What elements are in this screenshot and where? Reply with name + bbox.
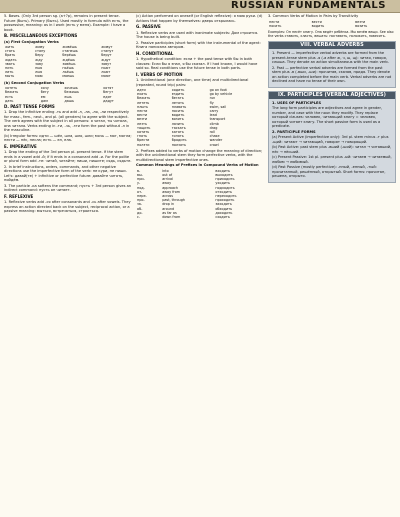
table-cell: ездить (171, 92, 185, 97)
table-cell: входить (215, 168, 230, 173)
table-cell: носить (269, 23, 282, 28)
table-cell: об- (137, 206, 143, 211)
transitivity-row (268, 24, 396, 28)
table-cell: про- (137, 198, 145, 203)
table-cell: пью (35, 66, 43, 71)
conjugation-row (4, 99, 132, 103)
table-cell: стану (35, 49, 46, 54)
table-cell: дадут (103, 98, 114, 103)
table-cell: беру (35, 53, 44, 58)
table-cell: носить (171, 109, 185, 114)
table-cell: across (162, 194, 174, 199)
participles-paragraph-5: (d) Past Passive (mostly perfective): -нный, -енный, -тый: прочитанный, решённый, открытый. Short forms: прочитан, решена, открыто. (272, 165, 386, 179)
table-cell: есть (5, 94, 13, 99)
section-heading: B. MISCELLANEOUS EXCEPTIONS (4, 33, 78, 38)
table-cell: хочу (40, 86, 49, 91)
table-cell: climb (209, 121, 219, 126)
motion-paragraph: 1. Unidirectional (one direction, one time) and multidirectional (repeated, round trip) pairs: (136, 78, 249, 87)
table-cell: away from (162, 189, 181, 194)
prefix-table (136, 169, 264, 219)
table-cell: drag (209, 125, 218, 130)
section-heading-imperative: E. IMPERATIVE (4, 143, 37, 149)
table-cell: до- (137, 210, 143, 215)
table-cell: летать (171, 100, 184, 105)
table-cell: везти (355, 19, 366, 24)
table-cell: катать (171, 130, 184, 135)
table-cell: вы- (137, 173, 143, 178)
table-cell: под- (137, 185, 145, 190)
subheading: (b) Second Conjugation Verbs (4, 80, 65, 85)
table-cell: возить (355, 23, 368, 28)
passive-paragraph: 1. Reflexive verbs are used with inanimate subjects: Дом строится. The house is being built. (136, 30, 259, 39)
table-cell: плыть (137, 104, 149, 109)
imperative-paragraph-2: 2. In brief instructions, orders, commands, and other negative directions use the imperfective form of the verb: не кури, не пиши. Let's: давай(те) + infinitive or perfective future: давайте читать, пойдём. (4, 164, 127, 183)
table-cell: бежишь (64, 90, 79, 95)
table-cell: звать (5, 61, 15, 66)
table-cell: ехать (137, 92, 148, 97)
conjugation-table-second (4, 86, 132, 103)
adverbs-paragraph: 1. Present — imperfective verbal adverbs are formed from the present-tense stem plus -я (-а after ж, ч, ш, щ): читая, говоря, слыша. They denote an action simultaneous with the main verb. (272, 51, 389, 65)
reflexive-paragraph: 1. Reflexive verbs add -ся after consonants and -сь after vowels. They express an action directed back on the subject, reciprocal action, or a passive meaning: мыться, встречаться, строиться. (4, 200, 131, 214)
table-cell: возить (171, 117, 184, 122)
column-middle (136, 14, 264, 513)
section-heading-passive: G. PASSIVE (136, 24, 161, 29)
table-cell: бежать (5, 90, 19, 95)
imperative-paragraph: 1. Drop the ending of the 3rd person pl. present tense. If the stem ends in a vowel add -й; if it ends in a consonant add -и. For the polite or plural form add -те: читай, читайте; пиши, пишите; сядь, сядьте. (4, 150, 132, 164)
table-cell: нести (269, 19, 280, 24)
participles-subheading: 1. USES OF PARTICIPLES (272, 100, 322, 105)
table-cell: водить (311, 23, 325, 28)
table-cell: ходить (171, 88, 185, 92)
prefix-heading: Common Meanings of Prefixes in Compound Verbs of Motion (136, 163, 259, 168)
passive-paragraph-2: 2. Passive participles (short form) with the instrumental of the agent: Книга написана автором. (136, 40, 261, 49)
table-cell: заходить (215, 202, 232, 207)
table-cell: пьют (101, 66, 111, 71)
table-cell: при- (137, 177, 145, 182)
motion-paragraph-2: 2. Prefixes added to verbs of motion change the meaning of direction; with the unidirectional stem they form perfective verbs, with the multidirectional stem imperfective ones. (136, 148, 263, 162)
transitivity-table (268, 20, 396, 28)
table-cell: run (209, 96, 216, 101)
table-cell: моют (101, 74, 111, 79)
past-paragraph-2: (b) Irregular forms: идти — шёл, шла, шло, шли; мочь — мог, могла; нести — нёс, несла; есть — ел, ела. (4, 133, 132, 143)
table-cell: бегу (40, 90, 49, 95)
table-cell: бежать (137, 96, 151, 101)
table-cell: отходить (215, 189, 233, 194)
table-cell: chase (209, 134, 220, 139)
section-heading-past: D. PAST TENSE FORMS (4, 103, 55, 109)
table-cell: бегут (103, 90, 114, 95)
table-cell: дашь (64, 98, 74, 103)
table-cell: arrival (162, 177, 173, 182)
intro-paragraph: 5. Bases. (Only 3rd person sg. (a+?p), remains in present tense. Future (быть). Primary (быть). Used mostly in formula with есть, the possessive, meaning: as in I work (есть у меня). Example: I have a book. (4, 14, 129, 32)
table-cell: станут (101, 49, 114, 54)
adverbs-paragraph-2: 2. Past — perfective verbal adverbs are formed from the past stem plus -в (-вши, -ши): прочитав, сказав, придя. They denote an action completed before the main verb. Verbal adverbs are not declined and have no tense of their own. (272, 65, 392, 84)
subheading: (a) First Conjugation Verbs (4, 39, 59, 44)
intro-paragraph: 3. Common Verbs of Motion in Pairs by Transitivity (268, 14, 359, 18)
table-cell: выходить (215, 173, 233, 178)
section-heading-reflexive: F. REFLEXIVE (4, 193, 34, 199)
header-banner (0, 0, 400, 13)
table-cell: as far as (162, 210, 177, 215)
table-cell: гонять (171, 134, 184, 139)
table-cell: around (162, 206, 175, 211)
past-paragraph: 1. Drop the infinitive ending -ть and add -л, -ла, -ло, -ли respectively for masc., fem., neut., and pl. (all genders) to agree with the subject. The verb agrees with the subject in all persons: я читал, ты читала, она читала. Verbs ending in -ти, -чь, -зти form the past without -л in the masculine. (4, 110, 130, 133)
table-cell: бродить (171, 138, 187, 143)
table-cell: идти (137, 88, 146, 92)
participles-paragraph-3: (b) Past Active: past stem plus -вший (-ший): читал → читавший, нёс → нёсший. (272, 145, 392, 154)
table-cell: катить (137, 130, 150, 135)
table-cell: approach (162, 185, 179, 190)
table-cell: ползать (171, 142, 187, 147)
table-cell: зовёшь (62, 61, 76, 66)
conjugation-table-first (4, 45, 132, 79)
table-cell: ешь (64, 94, 72, 99)
table-cell: приходить (215, 177, 235, 182)
table-cell: drop in (162, 202, 175, 207)
table-cell: обходить (215, 206, 233, 211)
table-cell: везти (137, 117, 148, 122)
table-cell: сходить (215, 215, 230, 220)
table-cell: ждать (5, 57, 17, 62)
table-cell: уходить (215, 181, 230, 186)
table-cell: водить (171, 113, 185, 118)
table-cell: тащить (137, 125, 151, 130)
table-cell: жить (5, 45, 15, 49)
table-cell: ждёшь (62, 57, 75, 62)
table-cell: берёшь (62, 53, 76, 58)
table-cell: roll (209, 130, 215, 135)
table-cell: хочешь (64, 86, 78, 91)
table-cell: брести (137, 138, 150, 143)
participles-box (268, 91, 396, 183)
section-heading-motion: I. VERBS OF MOTION (136, 71, 183, 77)
table-cell: дам (40, 98, 48, 103)
table-cell: away (162, 181, 172, 186)
table-cell: ждут (101, 57, 111, 62)
table-cell: плавать (171, 104, 187, 109)
intro-paragraph: (c) Action performed on oneself (or English reflexive): я мою руки. (d) Actions that happen by themselves: дверь открылась. (136, 14, 263, 23)
table-cell: ползти (137, 142, 150, 147)
table-cell: go by vehicle (209, 92, 233, 97)
verbal-adverbs-title: VIII. VERBAL ADVERBS (269, 42, 395, 49)
table-cell: wander (209, 138, 223, 143)
table-cell: out of (162, 173, 173, 178)
table-cell: fly (209, 100, 214, 105)
table-cell: брать (5, 53, 16, 58)
prefix-row (136, 215, 264, 219)
transitivity-note: Examples: Он несёт книгу. Она ведёт ребёнка. Мы везём вещи. See also the verbs ставить, класть, вешать: поставить, положить, повесить. (268, 29, 394, 39)
table-cell: carry (209, 109, 219, 114)
conditional-paragraph: 1. Hypothetical condition: если + the past tense with бы in both clauses: Если бы я знал, я бы сказал. If I had known, I would have said so. Real conditions use the future tense in both parts. (136, 57, 258, 70)
table-cell: станешь (62, 49, 78, 54)
conjugation-row (4, 74, 132, 78)
imperative-paragraph-3: 3. The particle -ка softens the command; пусть + 3rd person gives an indirect command: пусть он читает. (4, 183, 132, 193)
table-cell: льют (101, 70, 111, 75)
table-cell: проходить (215, 198, 235, 203)
participles-paragraph-2: (a) Present Active (imperfective only): 3rd pl. stem minus -т plus -щий: читают → читающий, говорят → говорящий. (272, 135, 389, 144)
participles-subheading-2: 2. PARTICIPLE FORMS (272, 129, 316, 134)
table-cell: лететь (137, 100, 150, 105)
table-cell: пьёшь (62, 66, 74, 71)
table-cell: таскать (171, 125, 186, 130)
table-cell: лазить (171, 121, 184, 126)
table-cell: жду (35, 57, 43, 62)
table-cell: гнать (137, 134, 148, 139)
table-cell: от- (137, 189, 143, 194)
participles-paragraph: The long form participles are adjectives and agree in gender, number, and case with the noun they modify. They replace который clauses: человек, читающий книгу = человек, который читает книгу. The short passive form is used as a predicate. (272, 106, 383, 129)
table-cell: переходить (215, 194, 237, 199)
table-cell: пить (5, 66, 14, 71)
table-cell: за- (137, 202, 143, 207)
table-cell: лью (35, 70, 43, 75)
table-cell: мыть (5, 74, 15, 79)
table-cell: lead (209, 113, 217, 118)
table-cell: transport (209, 117, 226, 122)
participles-title: IX. PARTICIPLES (VERBAL ADJECTIVES) (269, 92, 395, 99)
table-cell: мою (35, 74, 43, 79)
table-cell: вести (311, 19, 322, 24)
table-cell: ем (40, 94, 46, 99)
table-cell: past, through (162, 198, 186, 203)
table-cell: живут (101, 45, 113, 49)
table-cell: вести (137, 113, 148, 118)
table-cell: дать (5, 98, 14, 103)
table-cell: живу (35, 45, 45, 49)
table-cell: моешь (62, 74, 75, 79)
motion-verbs-table (136, 88, 264, 147)
table-cell: swim, sail (209, 104, 227, 109)
motion-verb-row (136, 143, 264, 147)
table-cell: crawl (209, 142, 219, 147)
table-cell: go on foot (209, 88, 227, 92)
participles-paragraph-4: (c) Present Passive: 1st pl. present plus -ый: читаем → читаемый, любим → любимый. (272, 155, 392, 164)
table-cell: лезть (137, 121, 148, 126)
table-cell: хотят (103, 86, 114, 91)
table-cell: зовут (101, 61, 112, 66)
table-cell: нести (137, 109, 148, 114)
table-cell: подходить (215, 185, 235, 190)
table-cell: down from (162, 215, 181, 220)
table-cell: едят (103, 94, 112, 99)
table-cell: берут (101, 53, 112, 58)
table-cell: с- (137, 215, 141, 220)
section-heading-conditional: H. CONDITIONAL (136, 50, 174, 56)
table-cell: хотеть (5, 86, 18, 91)
table-cell: into (162, 168, 169, 173)
table-cell: стать (5, 49, 15, 54)
table-cell: лить (5, 70, 14, 75)
table-cell: живёшь (62, 45, 77, 49)
verbal-adverbs-box (268, 41, 396, 88)
table-cell: в- (137, 168, 141, 173)
table-cell: пере- (137, 194, 147, 199)
table-cell: льёшь (62, 70, 74, 75)
page-title: RUSSIAN FUNDAMENTALS (231, 0, 386, 11)
table-cell: доходить (215, 210, 233, 215)
table-cell: зову (35, 61, 44, 66)
column-right (268, 14, 396, 513)
column-left (4, 14, 132, 513)
table-cell: бегать (171, 96, 184, 101)
table-cell: у- (137, 181, 141, 186)
